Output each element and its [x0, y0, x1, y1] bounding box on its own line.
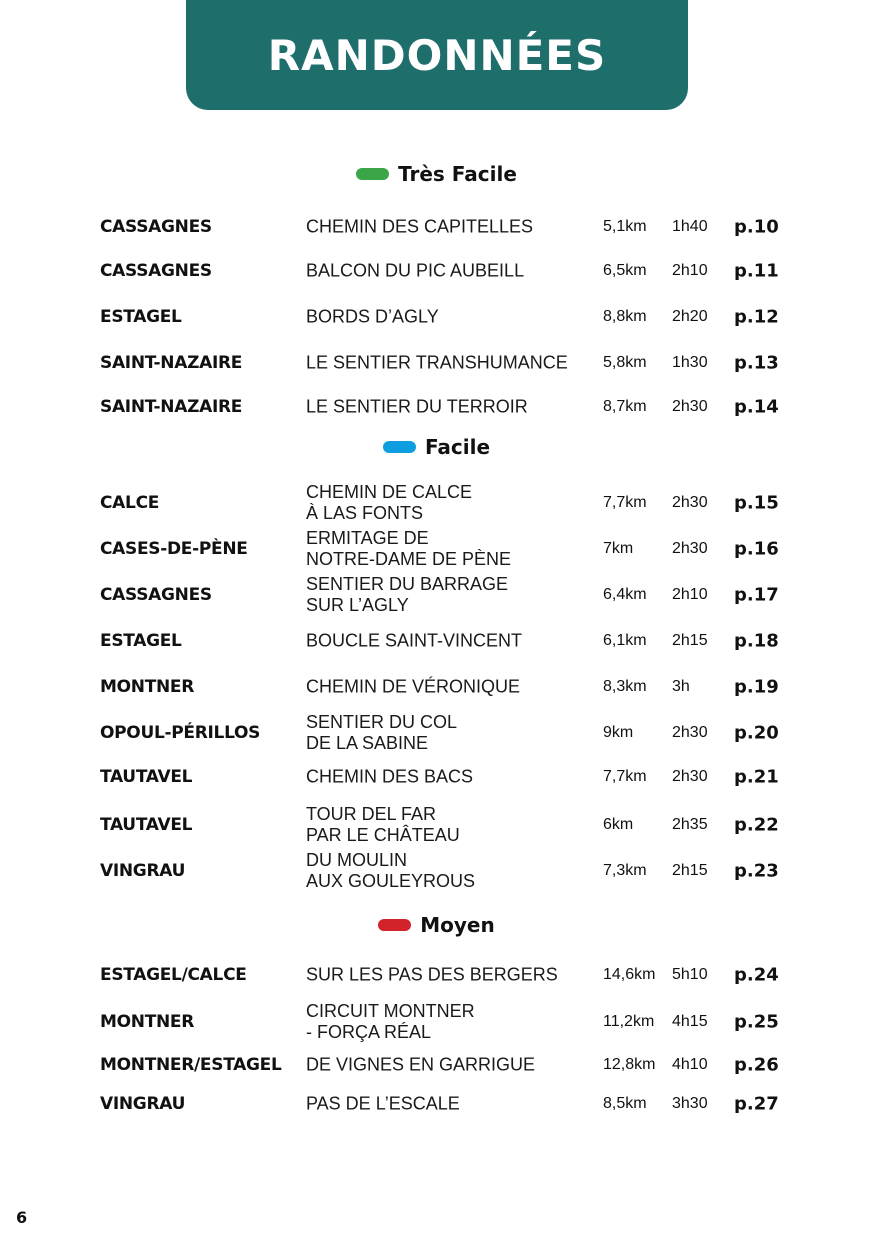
distance-cell: 7,7km — [603, 768, 647, 785]
town-cell: CASSAGNES — [100, 585, 212, 605]
distance-cell: 12,8km — [603, 1056, 656, 1073]
duration-cell: 2h30 — [672, 540, 708, 557]
trail-name-cell: BORDS D’AGLY — [306, 306, 439, 327]
town-cell: SAINT-NAZAIRE — [100, 353, 243, 373]
town-cell: MONTNER — [100, 677, 195, 697]
duration-cell: 1h30 — [672, 354, 708, 371]
page-ref-cell: p.20 — [734, 722, 779, 744]
trail-name-cell: PAS DE L’ESCALE — [306, 1093, 460, 1114]
section-label: Facile — [424, 435, 491, 459]
table-row — [0, 710, 873, 756]
table-row — [0, 572, 873, 618]
distance-cell: 14,6km — [603, 966, 656, 983]
table-row — [0, 618, 873, 664]
page-ref-cell: p.23 — [734, 860, 779, 882]
trail-name-cell: CHEMIN DE CALCE À LAS FONTS — [306, 482, 473, 523]
distance-cell: 9km — [603, 724, 634, 741]
distance-cell: 8,5km — [603, 1095, 647, 1112]
table-row — [0, 754, 873, 800]
duration-cell: 5h10 — [672, 966, 708, 983]
town-cell: MONTNER/ESTAGEL — [100, 1055, 282, 1075]
duration-cell: 3h30 — [672, 1095, 708, 1112]
town-cell: SAINT-NAZAIRE — [100, 397, 243, 417]
duration-cell: 4h10 — [672, 1056, 708, 1073]
table-row — [0, 340, 873, 386]
section-moyen — [0, 913, 873, 937]
town-cell: CASSAGNES — [100, 217, 212, 237]
town-cell: CALCE — [100, 493, 160, 513]
page-ref-cell: p.14 — [734, 396, 779, 418]
section-tres-facile — [0, 162, 873, 186]
difficulty-red-pill-icon — [378, 919, 411, 931]
difficulty-green-pill-icon — [356, 168, 389, 180]
page-ref-cell: p.17 — [734, 584, 779, 606]
trail-name-cell: LE SENTIER DU TERROIR — [306, 396, 528, 417]
table-row — [0, 204, 873, 250]
distance-cell: 11,2km — [603, 1013, 655, 1030]
town-cell: VINGRAU — [100, 861, 186, 881]
page-ref-cell: p.13 — [734, 352, 779, 374]
duration-cell: 4h15 — [672, 1013, 708, 1030]
duration-cell: 2h20 — [672, 308, 708, 325]
page-ref-cell: p.10 — [734, 216, 779, 238]
table-row — [0, 526, 873, 572]
town-cell: TAUTAVEL — [100, 767, 193, 787]
duration-cell: 2h35 — [672, 816, 708, 833]
page-ref-cell: p.25 — [734, 1011, 779, 1033]
duration-cell: 2h30 — [672, 398, 708, 415]
trail-name-cell: CHEMIN DES BACS — [306, 766, 474, 787]
table-row — [0, 999, 873, 1045]
distance-cell: 5,8km — [603, 354, 647, 371]
duration-cell: 2h15 — [672, 632, 708, 649]
section-label: Très Facile — [398, 162, 517, 186]
trail-name-cell: ERMITAGE DE NOTRE-DAME DE PÈNE — [306, 528, 512, 569]
trail-name-cell: CHEMIN DES CAPITELLES — [306, 216, 534, 237]
trail-name-cell: SENTIER DU COL DE LA SABINE — [306, 712, 458, 753]
trail-name-cell: CHEMIN DE VÉRONIQUE — [306, 676, 521, 697]
distance-cell: 6,1km — [603, 632, 647, 649]
table-row — [0, 480, 873, 526]
town-cell: CASSAGNES — [100, 261, 212, 281]
page-ref-cell: p.11 — [734, 260, 779, 282]
duration-cell: 2h15 — [672, 862, 708, 879]
trail-name-cell: DE VIGNES EN GARRIGUE — [306, 1054, 536, 1075]
town-cell: MONTNER — [100, 1012, 195, 1032]
page-ref-cell: p.15 — [734, 492, 779, 514]
table-row — [0, 952, 873, 998]
table-row — [0, 802, 873, 848]
duration-cell: 3h — [672, 678, 690, 695]
page-ref-cell: p.19 — [734, 676, 779, 698]
town-cell: ESTAGEL — [100, 631, 182, 651]
distance-cell: 8,3km — [603, 678, 647, 695]
trail-name-cell: BOUCLE SAINT-VINCENT — [306, 630, 523, 651]
page-ref-cell: p.12 — [734, 306, 779, 328]
town-cell: ESTAGEL — [100, 307, 182, 327]
trail-name-cell: LE SENTIER TRANSHUMANCE — [306, 352, 568, 373]
duration-cell: 2h10 — [672, 586, 708, 603]
page-ref-cell: p.21 — [734, 766, 779, 788]
distance-cell: 7,7km — [603, 494, 647, 511]
distance-cell: 8,7km — [603, 398, 647, 415]
trail-name-cell: CIRCUIT MONTNER - FORÇA RÉAL — [306, 1001, 475, 1042]
distance-cell: 5,1km — [603, 218, 647, 235]
town-cell: OPOUL-PÉRILLOS — [100, 723, 261, 743]
duration-cell: 2h30 — [672, 724, 708, 741]
table-row — [0, 294, 873, 340]
trail-name-cell: DU MOULIN AUX GOULEYROUS — [306, 850, 476, 891]
section-label: Moyen — [420, 913, 495, 937]
distance-cell: 7km — [603, 540, 634, 557]
duration-cell: 1h40 — [672, 218, 708, 235]
distance-cell: 6,4km — [603, 586, 647, 603]
page-ref-cell: p.24 — [734, 964, 779, 986]
table-row — [0, 1081, 873, 1127]
table-row — [0, 664, 873, 710]
page-ref-cell: p.16 — [734, 538, 779, 560]
distance-cell: 8,8km — [603, 308, 647, 325]
table-row — [0, 848, 873, 894]
page-ref-cell: p.18 — [734, 630, 779, 652]
page-ref-cell: p.26 — [734, 1054, 779, 1076]
distance-cell: 6,5km — [603, 262, 647, 279]
trail-name-cell: TOUR DEL FAR PAR LE CHÂTEAU — [306, 804, 460, 845]
trail-name-cell: SUR LES PAS DES BERGERS — [306, 964, 558, 985]
page-number: 6 — [16, 1208, 28, 1227]
difficulty-blue-pill-icon — [383, 441, 416, 453]
section-facile — [0, 435, 873, 459]
town-cell: CASES-DE-PÈNE — [100, 539, 248, 559]
page-ref-cell: p.22 — [734, 814, 779, 836]
table-row — [0, 384, 873, 430]
town-cell: TAUTAVEL — [100, 815, 193, 835]
header-tab — [186, 0, 688, 110]
duration-cell: 2h30 — [672, 768, 708, 785]
page-ref-cell: p.27 — [734, 1093, 779, 1115]
trail-name-cell: BALCON DU PIC AUBEILL — [306, 260, 525, 281]
duration-cell: 2h10 — [672, 262, 708, 279]
page-title: RANDONNÉES — [267, 30, 607, 80]
table-row — [0, 248, 873, 294]
town-cell: VINGRAU — [100, 1094, 186, 1114]
duration-cell: 2h30 — [672, 494, 708, 511]
trail-name-cell: SENTIER DU BARRAGE SUR L’AGLY — [306, 574, 509, 615]
distance-cell: 7,3km — [603, 862, 647, 879]
distance-cell: 6km — [603, 816, 634, 833]
town-cell: ESTAGEL/CALCE — [100, 965, 247, 985]
